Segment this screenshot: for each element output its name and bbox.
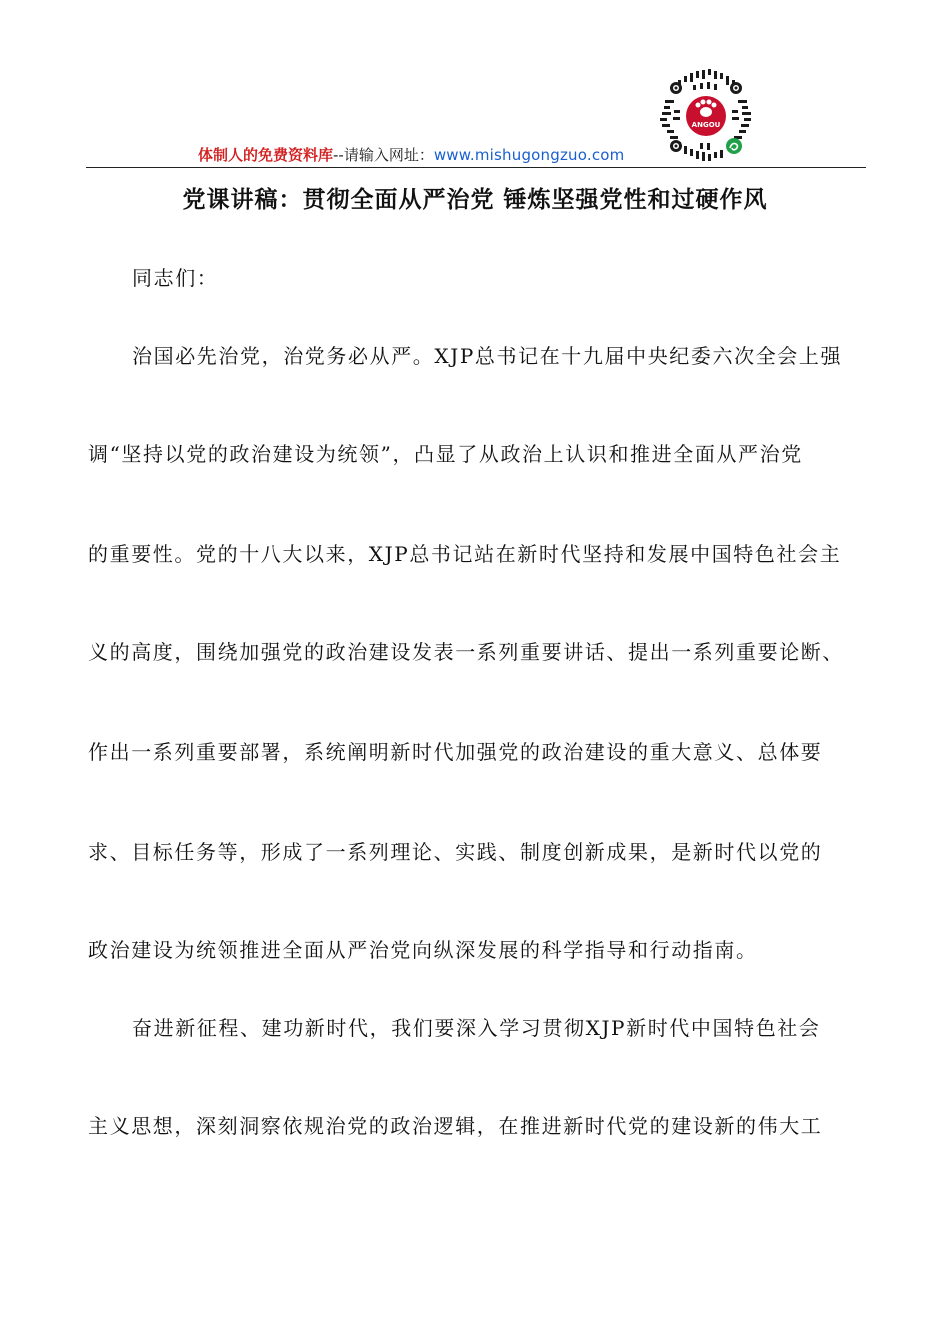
header-url-link[interactable]: www.mishugongzuo.com	[433, 146, 625, 164]
body-line: 治国必先治党，治党务必从严。XJP总书记在十九届中央纪委六次全会上强	[132, 344, 843, 368]
header-prompt: --请输入网址：	[333, 146, 434, 164]
body-line: 政治建设为统领推进全面从严治党向纵深发展的科学指导和行动指南。	[88, 938, 758, 962]
body-line: 义的高度，围绕加强党的政治建设发表一系列重要讲话、提出一系列重要论断、	[88, 640, 844, 664]
header-banner	[198, 146, 624, 164]
header-brand: 体制人的免费资料库	[198, 146, 334, 164]
body-line: 作出一系列重要部署，系统阐明新时代加强党的政治建设的重大意义、总体要	[88, 740, 823, 764]
body-line: 求、目标任务等，形成了一系列理论、实践、制度创新成果，是新时代以党的	[88, 840, 823, 864]
body-line: 调“坚持以党的政治建设为统领”，凸显了从政治上认识和推进全面从严治党	[88, 442, 803, 466]
body-line: 主义思想，深刻洞察依规治党的政治逻辑，在推进新时代党的建设新的伟大工	[88, 1114, 823, 1138]
document-title: 党课讲稿：贯彻全面从严治党 锤炼坚强党性和过硬作风	[182, 186, 768, 213]
header-divider	[86, 167, 866, 168]
salutation: 同志们：	[132, 266, 219, 290]
qr-logo-text: ANGOU	[691, 121, 721, 129]
body-line: 的重要性。党的十八大以来，XJP总书记站在新时代坚持和发展中国特色社会主	[88, 542, 842, 566]
body-line: 奋进新征程、建功新时代，我们要深入学习贯彻XJP新时代中国特色社会	[132, 1016, 821, 1040]
page-header	[86, 140, 866, 168]
